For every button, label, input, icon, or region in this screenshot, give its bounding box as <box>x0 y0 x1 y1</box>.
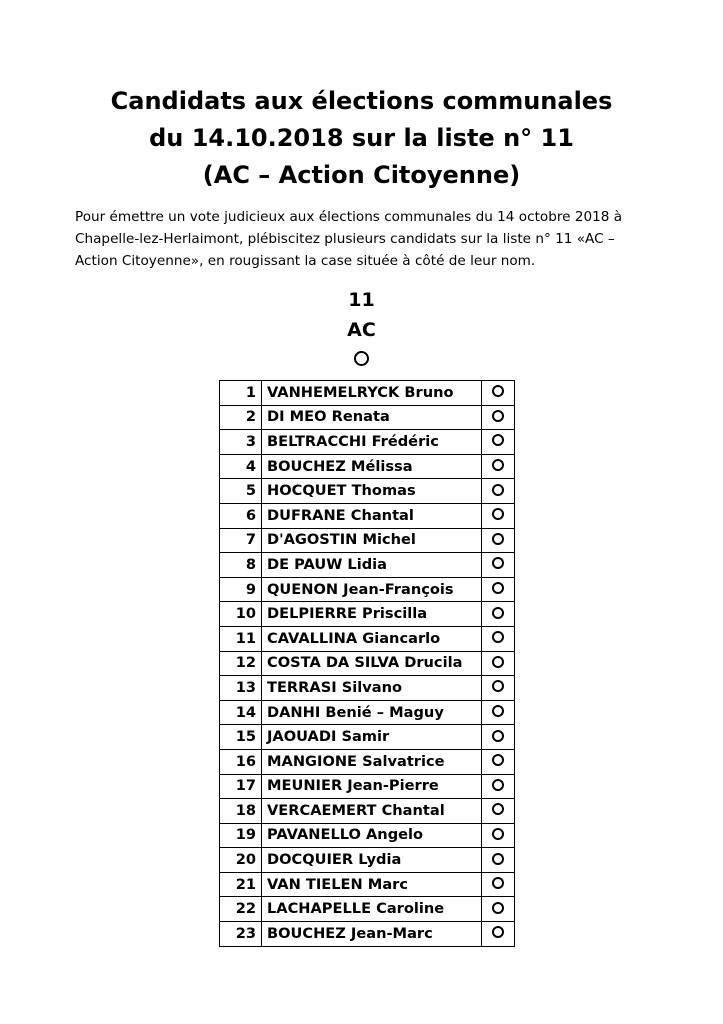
list-header <box>0 285 723 371</box>
table-row <box>220 602 515 627</box>
candidate-name: BELTRACCHI Frédéric <box>262 430 482 455</box>
vote-circle-icon <box>492 533 504 545</box>
candidate-number: 17 <box>220 774 262 799</box>
candidate-number: 2 <box>220 405 262 430</box>
candidate-vote-box <box>482 897 515 922</box>
vote-circle-icon <box>492 902 504 914</box>
candidate-name: COSTA DA SILVA Drucila <box>262 651 482 676</box>
table-row <box>220 503 515 528</box>
vote-circle-icon <box>492 557 504 569</box>
candidates-table-body <box>220 381 515 947</box>
table-row <box>220 700 515 725</box>
candidate-vote-box <box>482 430 515 455</box>
table-row <box>220 430 515 455</box>
candidate-name: DELPIERRE Priscilla <box>262 602 482 627</box>
candidate-number: 6 <box>220 503 262 528</box>
candidate-name: JAOUADI Samir <box>262 725 482 750</box>
candidate-number: 15 <box>220 725 262 750</box>
candidate-number: 4 <box>220 454 262 479</box>
candidate-name: DI MEO Renata <box>262 405 482 430</box>
title-line-2: du 14.10.2018 sur la liste n° 11 <box>149 124 574 152</box>
vote-circle-icon <box>492 434 504 446</box>
candidate-number: 7 <box>220 528 262 553</box>
candidate-vote-box <box>482 602 515 627</box>
candidate-vote-box <box>482 774 515 799</box>
candidate-number: 9 <box>220 577 262 602</box>
candidate-number: 23 <box>220 922 262 947</box>
table-row <box>220 479 515 504</box>
candidate-name: VERCAEMERT Chantal <box>262 799 482 824</box>
intro-line-3: Action Citoyenne», en rougissant la case située à côté de leur nom. <box>75 253 536 269</box>
list-abbrev: AC <box>347 319 376 341</box>
vote-circle-icon <box>492 410 504 422</box>
candidate-vote-box <box>482 503 515 528</box>
candidate-vote-box <box>482 823 515 848</box>
vote-circle-icon <box>492 730 504 742</box>
vote-circle-icon <box>492 705 504 717</box>
table-row <box>220 897 515 922</box>
candidate-number: 18 <box>220 799 262 824</box>
intro-line-1: Pour émettre un vote judicieux aux élections communales du 14 octobre 2018 à <box>75 209 623 225</box>
candidate-vote-box <box>482 454 515 479</box>
candidate-name: DUFRANE Chantal <box>262 503 482 528</box>
vote-circle-icon <box>492 656 504 668</box>
candidate-number: 13 <box>220 676 262 701</box>
candidate-vote-box <box>482 848 515 873</box>
table-row <box>220 626 515 651</box>
vote-circle-icon <box>492 508 504 520</box>
vote-circle-icon <box>492 459 504 471</box>
table-row <box>220 577 515 602</box>
table-row <box>220 454 515 479</box>
list-number: 11 <box>348 289 375 311</box>
candidate-number: 1 <box>220 381 262 406</box>
candidate-number: 10 <box>220 602 262 627</box>
candidate-name: CAVALLINA Giancarlo <box>262 626 482 651</box>
candidate-number: 5 <box>220 479 262 504</box>
candidate-name: DOCQUIER Lydia <box>262 848 482 873</box>
candidate-number: 22 <box>220 897 262 922</box>
candidate-number: 21 <box>220 872 262 897</box>
intro-line-2: Chapelle-lez-Herlaimont, plébiscitez plusieurs candidats sur la liste n° 11 «AC – <box>75 231 615 247</box>
vote-circle-icon <box>492 853 504 865</box>
vote-circle-icon <box>492 385 504 397</box>
candidate-name: LACHAPELLE Caroline <box>262 897 482 922</box>
table-row <box>220 922 515 947</box>
candidate-vote-box <box>482 553 515 578</box>
page-title <box>0 83 723 194</box>
candidate-vote-box <box>482 749 515 774</box>
candidate-vote-box <box>482 651 515 676</box>
title-line-1: Candidats aux élections communales <box>110 87 613 115</box>
candidate-vote-box <box>482 872 515 897</box>
vote-circle-icon <box>492 877 504 889</box>
candidate-vote-box <box>482 676 515 701</box>
table-row <box>220 823 515 848</box>
candidate-number: 19 <box>220 823 262 848</box>
table-row <box>220 405 515 430</box>
vote-circle-icon <box>492 754 504 766</box>
table-row <box>220 725 515 750</box>
table-row <box>220 651 515 676</box>
candidate-name: TERRASI Silvano <box>262 676 482 701</box>
vote-circle-icon <box>492 607 504 619</box>
candidate-name: DANHI Benié – Maguy <box>262 700 482 725</box>
candidate-name: DE PAUW Lidia <box>262 553 482 578</box>
vote-circle-icon <box>492 680 504 692</box>
vote-circle-icon <box>492 631 504 643</box>
vote-circle-icon <box>492 803 504 815</box>
candidate-name: BOUCHEZ Jean-Marc <box>262 922 482 947</box>
candidate-number: 8 <box>220 553 262 578</box>
candidate-number: 12 <box>220 651 262 676</box>
candidate-name: MEUNIER Jean-Pierre <box>262 774 482 799</box>
table-row <box>220 381 515 406</box>
candidate-number: 11 <box>220 626 262 651</box>
candidate-vote-box <box>482 479 515 504</box>
candidate-vote-box <box>482 922 515 947</box>
candidate-vote-box <box>482 381 515 406</box>
candidate-name: D'AGOSTIN Michel <box>262 528 482 553</box>
candidate-vote-box <box>482 725 515 750</box>
candidate-name: VANHEMELRYCK Bruno <box>262 381 482 406</box>
vote-circle-icon <box>492 779 504 791</box>
candidate-vote-box <box>482 577 515 602</box>
list-vote-circle-icon <box>354 351 369 366</box>
candidate-name: BOUCHEZ Mélissa <box>262 454 482 479</box>
vote-circle-icon <box>492 926 504 938</box>
candidate-number: 3 <box>220 430 262 455</box>
candidates-table <box>219 380 515 947</box>
table-row <box>220 749 515 774</box>
candidate-number: 14 <box>220 700 262 725</box>
candidate-name: PAVANELLO Angelo <box>262 823 482 848</box>
candidate-vote-box <box>482 799 515 824</box>
candidate-name: QUENON Jean-François <box>262 577 482 602</box>
table-row <box>220 676 515 701</box>
candidate-name: MANGIONE Salvatrice <box>262 749 482 774</box>
candidate-vote-box <box>482 700 515 725</box>
candidate-vote-box <box>482 626 515 651</box>
vote-circle-icon <box>492 828 504 840</box>
table-row <box>220 528 515 553</box>
table-row <box>220 799 515 824</box>
candidate-number: 16 <box>220 749 262 774</box>
candidate-name: HOCQUET Thomas <box>262 479 482 504</box>
table-row <box>220 848 515 873</box>
table-row <box>220 872 515 897</box>
vote-circle-icon <box>492 582 504 594</box>
title-line-3: (AC – Action Citoyenne) <box>202 161 521 189</box>
candidate-vote-box <box>482 405 515 430</box>
table-row <box>220 774 515 799</box>
candidate-vote-box <box>482 528 515 553</box>
table-row <box>220 553 515 578</box>
vote-circle-icon <box>492 484 504 496</box>
intro-paragraph <box>75 206 665 272</box>
candidate-number: 20 <box>220 848 262 873</box>
candidate-name: VAN TIELEN Marc <box>262 872 482 897</box>
